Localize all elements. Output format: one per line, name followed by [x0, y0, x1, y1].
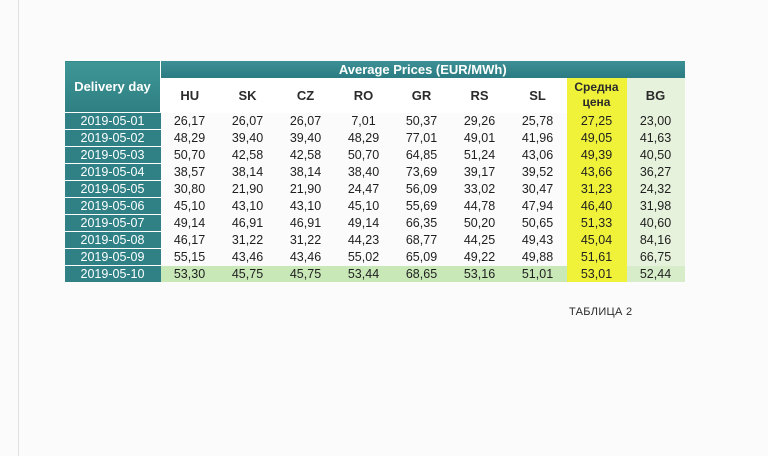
price-cell: 43,10 — [289, 199, 322, 213]
price-cell: 73,69 — [405, 165, 438, 179]
price-cell: 43,06 — [521, 148, 554, 162]
average-price-cell: 45,04 — [567, 232, 627, 249]
price-cell: 26,07 — [231, 114, 264, 128]
average-prices-group-header: Average Prices (EUR/MWh) — [161, 61, 685, 78]
price-cell: 50,37 — [405, 114, 438, 128]
table-row — [65, 249, 685, 266]
price-cell: 31,98 — [627, 198, 685, 215]
price-cell: 44,78 — [463, 199, 496, 213]
delivery-day-cell: 2019-05-02 — [65, 130, 161, 147]
average-prices-table — [64, 60, 685, 282]
price-cell: 66,35 — [405, 216, 438, 230]
price-cell: 55,69 — [405, 199, 438, 213]
column-header: RS — [451, 78, 509, 113]
price-cell: 66,75 — [627, 249, 685, 266]
price-cell: 50,20 — [463, 216, 496, 230]
average-price-cell: 46,40 — [567, 198, 627, 215]
price-cell: 26,17 — [173, 114, 206, 128]
price-cell: 33,02 — [463, 182, 496, 196]
table-row — [65, 164, 685, 181]
price-cell: 38,40 — [347, 165, 380, 179]
delivery-day-cell: 2019-05-04 — [65, 164, 161, 181]
price-cell: 68,77 — [405, 233, 438, 247]
price-cell: 49,22 — [463, 250, 496, 264]
price-cell: 38,14 — [289, 165, 322, 179]
table-row — [65, 232, 685, 249]
table-row — [65, 147, 685, 164]
price-cell: 23,00 — [627, 113, 685, 130]
price-cell: 45,75 — [277, 266, 335, 283]
average-price-cell: 51,33 — [567, 215, 627, 232]
price-cell: 45,75 — [219, 266, 277, 283]
delivery-day-cell: 2019-05-10 — [65, 266, 161, 283]
price-cell: 25,78 — [521, 114, 554, 128]
price-cell: 39,52 — [521, 165, 554, 179]
price-cell: 64,85 — [405, 148, 438, 162]
price-cell: 49,88 — [521, 250, 554, 264]
price-cell: 77,01 — [405, 131, 438, 145]
price-cell: 53,44 — [335, 266, 393, 283]
average-price-cell: 31,23 — [567, 181, 627, 198]
price-cell: 65,09 — [405, 250, 438, 264]
price-cell: 21,90 — [231, 182, 264, 196]
price-cell: 68,65 — [393, 266, 451, 283]
delivery-day-header: Delivery day — [65, 61, 161, 113]
delivery-day-cell: 2019-05-01 — [65, 113, 161, 130]
average-price-cell: 43,66 — [567, 164, 627, 181]
column-header: SL — [509, 78, 567, 113]
price-cell: 30,47 — [521, 182, 554, 196]
table-row — [65, 113, 685, 130]
column-header: Средна цена — [567, 78, 627, 113]
price-cell: 39,17 — [463, 165, 496, 179]
table-caption: ТАБЛИЦА 2 — [569, 306, 633, 318]
price-cell: 42,58 — [231, 148, 264, 162]
price-cell: 49,14 — [173, 216, 206, 230]
price-cell: 45,10 — [347, 199, 380, 213]
price-cell: 38,57 — [173, 165, 206, 179]
column-header: CZ — [277, 78, 335, 113]
delivery-day-cell: 2019-05-05 — [65, 181, 161, 198]
column-header: SK — [219, 78, 277, 113]
delivery-day-cell: 2019-05-06 — [65, 198, 161, 215]
table-row — [65, 198, 685, 215]
delivery-day-cell: 2019-05-09 — [65, 249, 161, 266]
delivery-day-cell: 2019-05-08 — [65, 232, 161, 249]
price-cell: 41,63 — [627, 130, 685, 147]
price-cell: 40,50 — [627, 147, 685, 164]
price-cell: 44,23 — [347, 233, 380, 247]
price-cell: 24,47 — [347, 182, 380, 196]
price-cell: 39,40 — [231, 131, 264, 145]
price-cell: 49,43 — [521, 233, 554, 247]
column-header: HU — [161, 78, 219, 113]
table-row — [65, 266, 685, 283]
price-cell: 55,02 — [347, 250, 380, 264]
price-cell: 48,29 — [173, 131, 206, 145]
column-header: GR — [393, 78, 451, 113]
price-cell: 51,01 — [509, 266, 567, 283]
average-price-cell: 53,01 — [567, 266, 627, 283]
price-cell: 43,10 — [231, 199, 264, 213]
delivery-day-cell: 2019-05-07 — [65, 215, 161, 232]
price-cell: 24,32 — [627, 181, 685, 198]
price-cell: 53,16 — [451, 266, 509, 283]
price-cell: 38,14 — [231, 165, 264, 179]
delivery-day-cell: 2019-05-03 — [65, 147, 161, 164]
price-cell: 49,01 — [463, 131, 496, 145]
average-price-cell: 49,05 — [567, 130, 627, 147]
price-cell: 44,25 — [463, 233, 496, 247]
price-cell: 46,91 — [289, 216, 322, 230]
price-cell: 36,27 — [627, 164, 685, 181]
page-edge-line — [18, 0, 19, 456]
price-cell: 48,29 — [347, 131, 380, 145]
average-price-cell: 27,25 — [567, 113, 627, 130]
price-cell: 51,24 — [463, 148, 496, 162]
price-cell: 43,46 — [289, 250, 322, 264]
price-cell: 46,17 — [173, 233, 206, 247]
price-cell: 47,94 — [521, 199, 554, 213]
price-cell: 55,15 — [173, 250, 206, 264]
column-header: RO — [335, 78, 393, 113]
price-cell: 40,60 — [627, 215, 685, 232]
table-row — [65, 181, 685, 198]
price-cell: 21,90 — [289, 182, 322, 196]
price-cell: 84,16 — [627, 232, 685, 249]
table-row — [65, 130, 685, 147]
price-cell: 42,58 — [289, 148, 322, 162]
price-cell: 39,40 — [289, 131, 322, 145]
price-cell: 50,70 — [347, 148, 380, 162]
price-cell: 52,44 — [627, 266, 685, 283]
price-cell: 45,10 — [173, 199, 206, 213]
price-cell: 53,30 — [161, 266, 219, 283]
column-header: BG — [627, 78, 685, 113]
average-price-cell: 49,39 — [567, 147, 627, 164]
average-price-cell: 51,61 — [567, 249, 627, 266]
price-cell: 43,46 — [231, 250, 264, 264]
price-cell: 30,80 — [173, 182, 206, 196]
price-cell: 26,07 — [289, 114, 322, 128]
price-cell: 7,01 — [351, 114, 376, 128]
price-cell: 31,22 — [289, 233, 322, 247]
price-cell: 56,09 — [405, 182, 438, 196]
price-cell: 50,70 — [173, 148, 206, 162]
price-cell: 31,22 — [231, 233, 264, 247]
price-cell: 50,65 — [521, 216, 554, 230]
price-cell: 29,26 — [463, 114, 496, 128]
price-cell: 41,96 — [521, 131, 554, 145]
price-cell: 46,91 — [231, 216, 264, 230]
table-row — [65, 215, 685, 232]
price-cell: 49,14 — [347, 216, 380, 230]
